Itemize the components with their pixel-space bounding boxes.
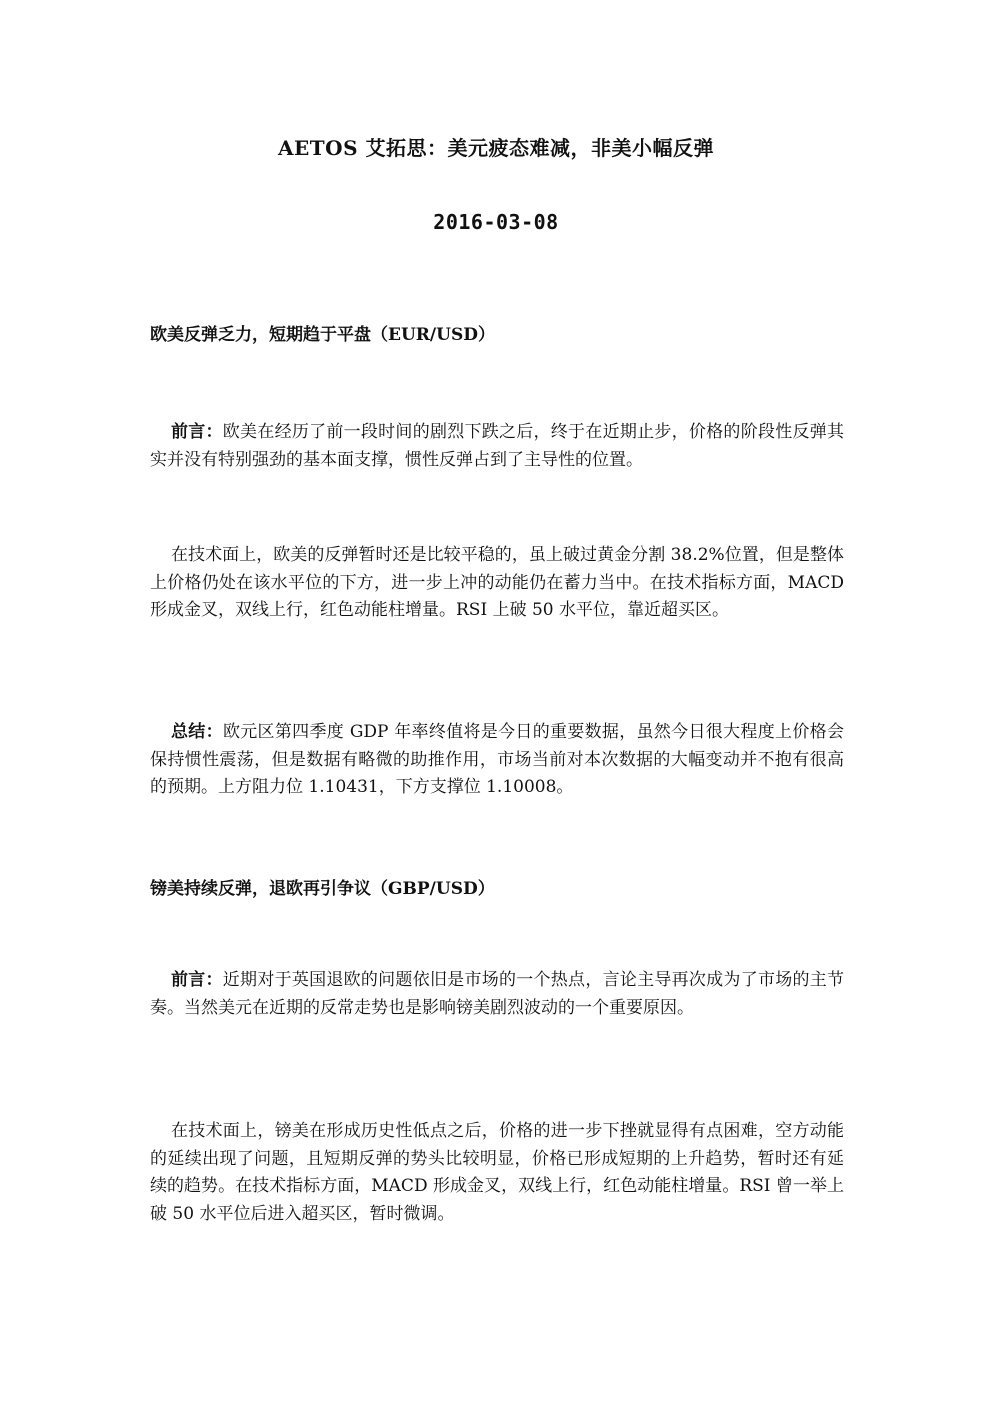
document-date: 2016-03-08 bbox=[433, 210, 559, 234]
document-title: AETOS 艾拓思：美元疲态难减，非美小幅反弹 bbox=[278, 136, 714, 160]
eurusd-technical-paragraph: 在技术面上，欧美的反弹暂时还是比较平稳的，虽上破过黄金分割 38.2%位置，但是整体上价格仍处在该水平位的下方，进一步上冲的动能仍在蓄力当中。在技术指标方面，MACD 形成金叉，双线上行，红色动能柱增量。RSI 上破 50 水平位，靠近超买区。 bbox=[150, 545, 844, 620]
preface-text: 欧美在经历了前一段时间的剧烈下跌之后，终于在近期止步，价格的阶段性反弹其实并没有特别强劲的基本面支撑，惯性反弹占到了主导性的位置。 bbox=[150, 422, 845, 470]
gbpusd-technical-paragraph: 在技术面上，镑美在形成历史性低点之后，价格的进一步下挫就显得有点困难，空方动能的延续出现了问题，且短期反弹的势头比较明显，价格已形成短期的上升趋势，暂时还有延续的趋势。在技术指标方面，MACD 形成金叉，双线上行，红色动能柱增量。RSI 曾一举上破 50 水平位后进入超买区，暂时微调。 bbox=[150, 1121, 844, 1224]
eurusd-preface-paragraph bbox=[150, 419, 844, 474]
preface-label: 前言： bbox=[171, 422, 223, 442]
section-heading-eurusd: 欧美反弹乏力，短期趋于平盘（EUR/USD） bbox=[150, 325, 495, 345]
summary-text: 欧元区第四季度 GDP 年率终值将是今日的重要数据，虽然今日很大程度上价格会保持惯性震荡，但是数据有略微的助推作用，市场当前对本次数据的大幅变动并不抱有很高的预期。上方阻力位 1.10431，下方支撑位 1.10008。 bbox=[150, 722, 844, 797]
preface-text: 近期对于英国退欧的问题依旧是市场的一个热点，言论主导再次成为了市场的主节奏。当然美元在近期的反常走势也是影响镑美剧烈波动的一个重要原因。 bbox=[150, 970, 845, 1018]
eurusd-summary-paragraph bbox=[150, 719, 844, 802]
summary-label: 总结： bbox=[171, 722, 223, 742]
section-heading-gbpusd: 镑美持续反弹，退欧再引争议（GBP/USD） bbox=[150, 879, 495, 899]
gbpusd-preface-paragraph bbox=[150, 967, 844, 1022]
preface-label: 前言： bbox=[171, 970, 223, 990]
